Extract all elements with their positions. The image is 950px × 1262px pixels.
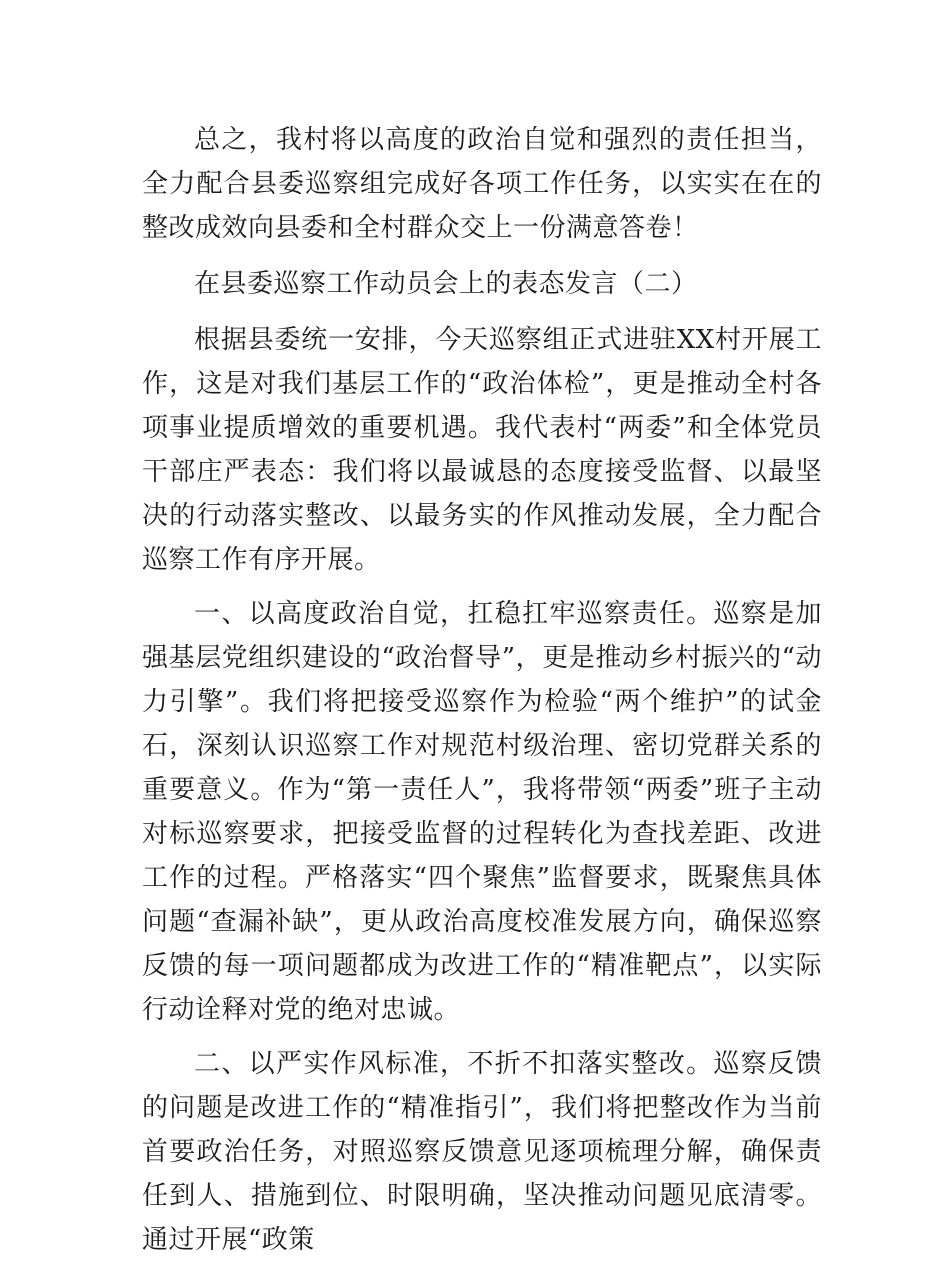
body-paragraph-1: 根据县委统一安排，今天巡察组正式进驻XX村开展工作，这是对我们基层工作的“政治体检”，更是推动全村各项事业提质增效的重要机遇。我代表村“两委”和全体党员干部庄严表态：我们将以最诚恳的态度接受监督、以最坚决的行动落实整改、以最务实的作风推动发展，全力配合巡察工作有序开展。 (142, 325, 822, 575)
body-paragraph-3: 二、以严实作风标准，不折不扣落实整改。巡察反馈的问题是改进工作的“精准指引”，我们将把整改作为当前首要政治任务，对照巡察反馈意见逐项梳理分解，确保责任到人、措施到位、时限明确，坚决推动问题见底清零。通过开展“政策 (142, 1049, 822, 1255)
body-paragraph-2: 一、以高度政治自觉，扛稳扛牢巡察责任。巡察是加强基层党组织建设的“政治督导”，更是推动乡村振兴的“动力引擎”。我们将把接受巡察作为检验“两个维护”的试金石，深刻认识巡察工作对规范村级治理、密切党群关系的重要意义。作为“第一责任人”，我将带领“两委”班子主动对标巡察要求，把接受监督的过程转化为查找差距、改进工作的过程。严格落实“四个聚焦”监督要求，既聚焦具体问题“查漏补缺”，更从政治高度校准发展方向，确保巡察反馈的每一项问题都成为改进工作的“精准靶点”，以实际行动诠释对党的绝对忠诚。 (142, 599, 822, 1025)
section-title: 在县委巡察工作动员会上的表态发言（二） (194, 269, 698, 299)
intro-paragraph: 总之，我村将以高度的政治自觉和强烈的责任担当，全力配合县委巡察组完成好各项工作任务，以实实在在的整改成效向县委和全村群众交上一份满意答卷！ (142, 125, 822, 243)
document-page (142, 118, 822, 1262)
